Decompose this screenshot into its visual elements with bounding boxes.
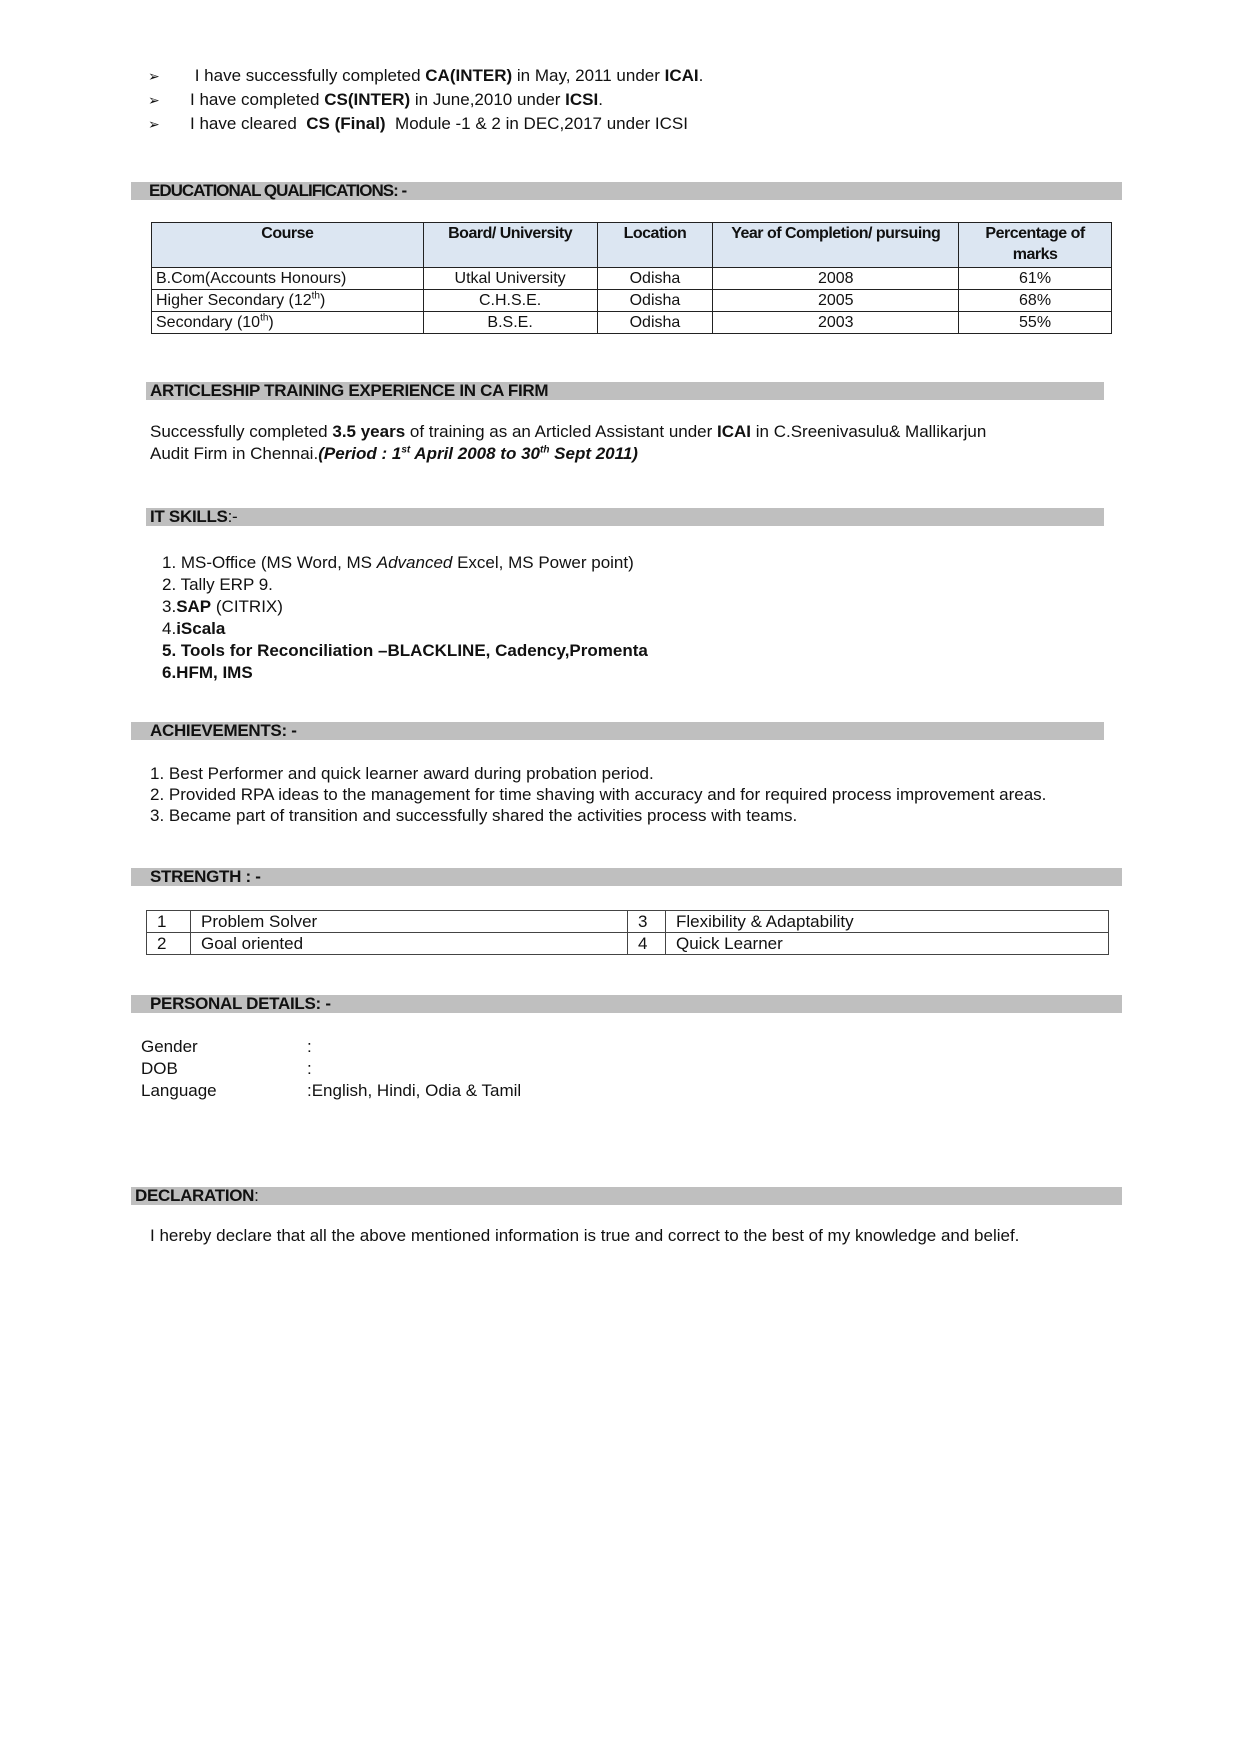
arrow-bullet-icon: ➢: [148, 92, 160, 108]
section-header-strength: STRENGTH : -: [131, 868, 1122, 886]
education-table: [151, 222, 1112, 334]
section-header-education: EDUCATIONAL QUALIFICATIONS: -: [131, 182, 1122, 200]
location-cell: Odisha: [597, 290, 713, 312]
articleship-description: Successfully completed 3.5 years of training as an Articled Assistant under ICAI in C.Sreenivasulu& Mallikarjun Audit Firm in Chennai.(Period : 1st April 2008 to 30th Sept 2011): [150, 422, 987, 463]
course-cell: B.Com(Accounts Honours): [152, 268, 424, 290]
section-header-declaration: DECLARATION:: [131, 1187, 1122, 1205]
personal-field-gender: Gender :: [141, 1037, 312, 1056]
location-cell: Odisha: [597, 268, 713, 290]
strength-number: 3: [628, 911, 666, 933]
personal-field-language: Language :English, Hindi, Odia & Tamil: [141, 1081, 522, 1100]
year-cell: 2008: [713, 268, 959, 290]
list-item: 4.iScala: [162, 619, 226, 638]
strength-label: Quick Learner: [666, 933, 1109, 955]
strength-number: 1: [147, 911, 191, 933]
declaration-text: I hereby declare that all the above mentioned information is true and correct to the best of my knowledge and belief.: [150, 1226, 1020, 1245]
year-cell: 2003: [713, 312, 959, 334]
achievements-list: [150, 763, 1112, 826]
strength-label: Flexibility & Adaptability: [666, 911, 1109, 933]
intro-bullets: [148, 64, 703, 136]
table-row: [147, 933, 1109, 955]
percent-cell: 61%: [959, 268, 1112, 290]
table-row: [152, 290, 1112, 312]
table-header-row: [152, 223, 1112, 268]
list-item: 3. Became part of transition and successfully shared the activities process with teams.: [150, 806, 798, 825]
course-cell: Higher Secondary (12th): [152, 290, 424, 312]
column-header: Year of Completion/ pursuing: [713, 223, 959, 268]
table-row: [147, 911, 1109, 933]
list-item: 2. Tally ERP 9.: [162, 575, 273, 594]
column-header: Course: [152, 223, 424, 268]
section-header-achievements: ACHIEVEMENTS: -: [131, 722, 1104, 740]
section-header-it-skills: IT SKILLS:-: [146, 508, 1104, 526]
year-cell: 2005: [713, 290, 959, 312]
strength-number: 4: [628, 933, 666, 955]
column-header: Location: [597, 223, 713, 268]
course-cell: Secondary (10th): [152, 312, 424, 334]
strength-label: Problem Solver: [191, 911, 628, 933]
arrow-bullet-icon: ➢: [148, 116, 160, 132]
column-header: Board/ University: [423, 223, 597, 268]
intro-bullet: ➢ I have successfully completed CA(INTER) in May, 2011 under ICAI.: [148, 64, 703, 88]
location-cell: Odisha: [597, 312, 713, 334]
personal-details: [141, 1036, 521, 1102]
board-cell: B.S.E.: [423, 312, 597, 334]
it-skills-list: [162, 552, 648, 684]
list-item: 6.HFM, IMS: [162, 663, 253, 682]
strength-number: 2: [147, 933, 191, 955]
board-cell: C.H.S.E.: [423, 290, 597, 312]
percent-cell: 55%: [959, 312, 1112, 334]
intro-bullet: ➢ I have cleared CS (Final) Module -1 & 2 in DEC,2017 under ICSI: [148, 112, 703, 136]
personal-field-dob: DOB :: [141, 1059, 312, 1078]
list-item: 2. Provided RPA ideas to the management for time shaving with accuracy and for required process improvement areas.: [150, 785, 1047, 804]
list-item: 5. Tools for Reconciliation –BLACKLINE, Cadency,Promenta: [162, 641, 648, 660]
strength-table: [146, 910, 1109, 955]
list-item: 3.SAP (CITRIX): [162, 597, 283, 616]
percent-cell: 68%: [959, 290, 1112, 312]
arrow-bullet-icon: ➢: [148, 68, 160, 84]
intro-bullet: ➢ I have completed CS(INTER) in June,2010 under ICSI.: [148, 88, 703, 112]
column-header: Percentage of marks: [959, 223, 1112, 268]
strength-label: Goal oriented: [191, 933, 628, 955]
table-row: [152, 312, 1112, 334]
section-header-articleship: ARTICLESHIP TRAINING EXPERIENCE IN CA FIRM: [146, 382, 1104, 400]
list-item: 1. Best Performer and quick learner award during probation period.: [150, 764, 654, 783]
section-header-personal: PERSONAL DETAILS: -: [131, 995, 1122, 1013]
table-row: [152, 268, 1112, 290]
list-item: 1. MS-Office (MS Word, MS Advanced Excel, MS Power point): [162, 553, 634, 572]
board-cell: Utkal University: [423, 268, 597, 290]
